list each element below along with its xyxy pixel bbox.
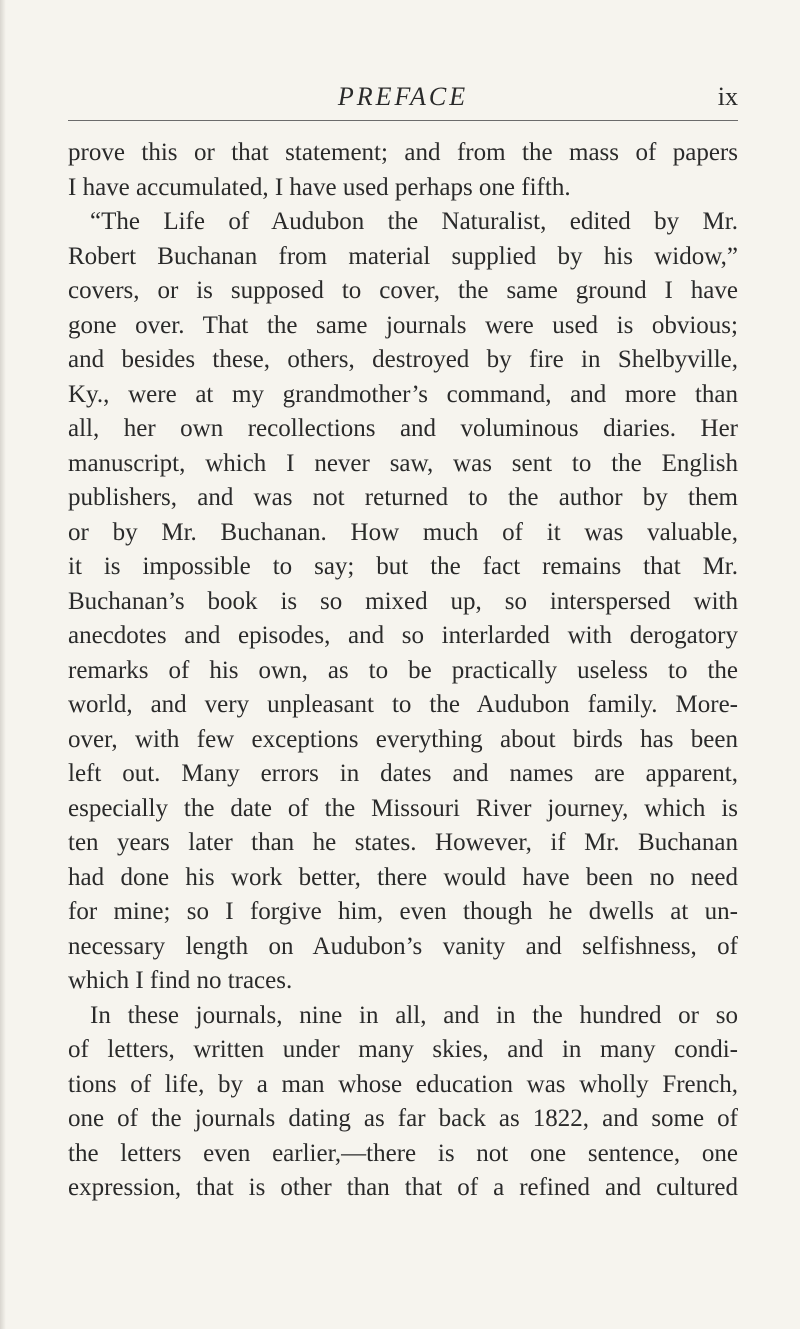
text-line: anecdotes and episodes, and so interlarded with derogatory: [68, 622, 738, 649]
text-line: ten years later than he states. However, if Mr. Buchanan: [68, 829, 738, 856]
page-binding-edge: [0, 0, 6, 1329]
text-line: of letters, written under many skies, and in many condi-: [68, 1036, 738, 1063]
text-line: gone over. That the same journals were used is obvious;: [68, 311, 738, 339]
text-line: In these journals, nine in all, and in the hundred or so: [90, 1001, 738, 1029]
text-line: over, with few exceptions everything about birds has been: [68, 725, 738, 753]
running-title: PREFACE: [337, 82, 469, 111]
text-line: Buchanan’s book is so mixed up, so interspersed with: [68, 587, 738, 615]
body-text: [68, 136, 738, 1206]
text-line: Ky., were at my grandmother’s command, and more than: [68, 380, 738, 408]
page-header: [68, 84, 738, 121]
text-line: prove this or that statement; and from the mass of papers: [68, 139, 738, 166]
text-line: covers, or is supposed to cover, the same ground I have: [68, 277, 738, 304]
text-line: or by Mr. Buchanan. How much of it was valuable,: [68, 518, 738, 546]
text-line: publishers, and was not returned to the author by them: [68, 484, 738, 511]
text-line: expression, that is other than that of a refined and cultured: [68, 1174, 738, 1201]
text-line: and besides these, others, destroyed by fire in Shelbyville,: [68, 346, 738, 373]
text-line: remarks of his own, as to be practically useless to the: [68, 656, 738, 684]
text-line: world, and very unpleasant to the Audubon family. More-: [68, 691, 738, 718]
text-line: Robert Buchanan from material supplied by his widow,”: [68, 242, 738, 270]
text-line: which I find no traces.: [68, 967, 293, 994]
text-line: necessary length on Audubon’s vanity and selfishness, of: [68, 932, 738, 960]
text-line: tions of life, by a man whose education was wholly French,: [68, 1070, 738, 1098]
text-line: for mine; so I forgive him, even though he dwells at un-: [68, 898, 738, 925]
text-line: had done his work better, there would have been no need: [68, 863, 738, 891]
text-line: especially the date of the Missouri River journey, which is: [68, 794, 738, 822]
page-number: ix: [717, 82, 738, 111]
text-line: “The Life of Audubon the Naturalist, edited by Mr.: [90, 208, 738, 235]
text-line: left out. Many errors in dates and names are apparent,: [68, 760, 738, 787]
text-line: all, her own recollections and voluminous diaries. Her: [68, 415, 738, 442]
text-line: I have accumulated, I have used perhaps one fifth.: [68, 173, 571, 201]
text-line: the letters even earlier,—there is not one sentence, one: [68, 1139, 738, 1167]
text-line: manuscript, which I never saw, was sent to the English: [68, 449, 738, 477]
text-line: it is impossible to say; but the fact remains that Mr.: [68, 553, 738, 580]
text-line: one of the journals dating as far back as 1822, and some of: [68, 1105, 738, 1132]
